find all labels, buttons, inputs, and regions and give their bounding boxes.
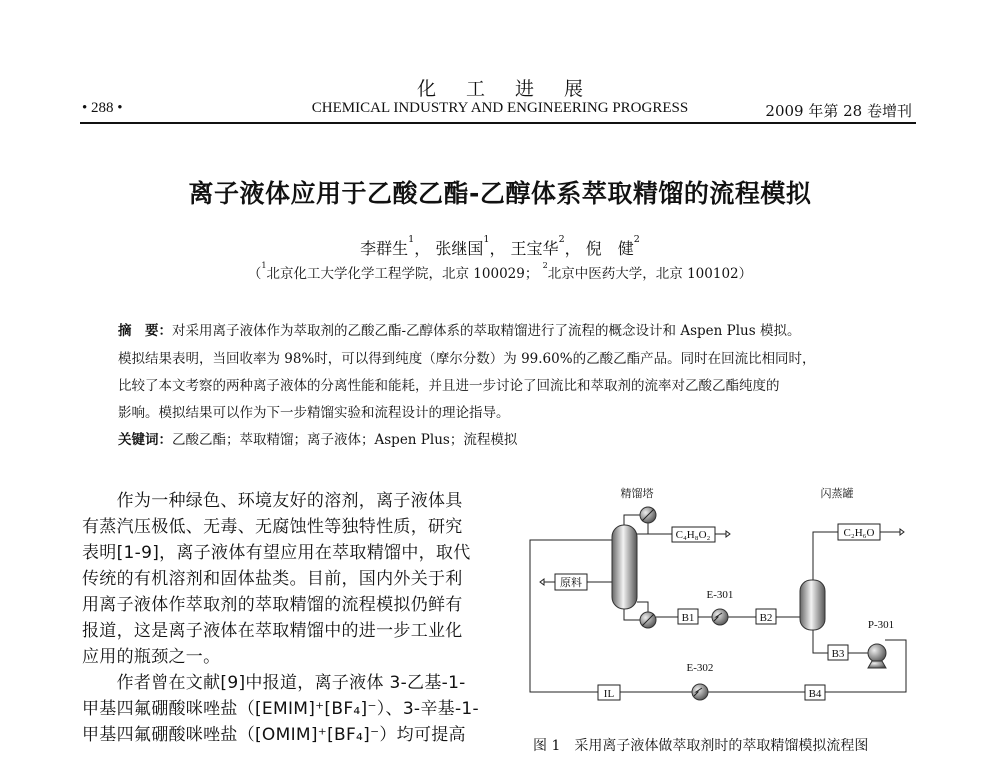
abstract-label: 摘 要： <box>118 323 172 339</box>
abstract-text: 对采用离子液体作为萃取剂的乙酸乙酯-乙醇体系的萃取精馏进行了流程的概念设计和 Aspen Plus 模拟。 <box>172 323 801 339</box>
affiliation-number: 2 <box>542 260 548 270</box>
process-flow-diagram <box>500 470 920 760</box>
heat-exchanger-e302-icon <box>692 684 708 700</box>
keywords: 乙酸乙酯；萃取精馏；离子液体；Aspen Plus；流程模拟 <box>172 432 518 448</box>
column-label: 精馏塔 <box>620 488 654 500</box>
author: 李群生 <box>360 239 409 258</box>
author-affiliation-mark: 2 <box>558 234 565 245</box>
stream-b2: B2 <box>759 612 773 624</box>
stream-feed: 原料 <box>560 577 582 589</box>
affiliation: 北京中医药大学，北京 100102） <box>547 266 753 282</box>
figure-caption: 图 1 采用离子液体做萃取剂时的萃取精馏模拟流程图 <box>533 738 869 754</box>
page-number: • 288 • <box>82 100 123 116</box>
header-rule <box>80 122 916 124</box>
author-affiliation-mark: 1 <box>483 234 490 245</box>
pump-p301-icon <box>868 644 886 662</box>
body-line: 作为一种绿色、环境友好的溶剂，离子液体具 <box>82 491 463 511</box>
body-line: 用离子液体作萃取剂的萃取精馏的流程模拟仍鲜有 <box>82 595 463 615</box>
author: 王宝华 <box>510 239 559 258</box>
body-line: 表明[1-9]，离子液体有望应用在萃取精馏中，取代 <box>82 543 471 563</box>
affiliation-number: 1 <box>261 260 267 270</box>
e302-label: E-302 <box>686 662 714 674</box>
vapor-outlet-icon <box>900 529 904 535</box>
affiliation: 北京化工大学化学工程学院，北京 100029； <box>266 266 539 282</box>
body-line: 传统的有机溶剂和固体盐类。目前，国内外关于利 <box>82 569 463 589</box>
author-affiliation-mark: 1 <box>408 234 415 245</box>
body-line: 甲基四氟硼酸咪唑盐（[OMIM]⁺[BF₄]⁻）均可提高 <box>82 725 466 745</box>
flash-drum <box>800 580 825 630</box>
heat-exchanger-e301-icon <box>712 609 728 625</box>
stream-il: IL <box>603 688 615 700</box>
product-outlet-icon <box>726 531 730 537</box>
body-line: 有蒸汽压极低、无毒、无腐蚀性等独特性质，研究 <box>82 517 463 537</box>
keywords-line <box>118 428 517 448</box>
abstract-line: 比较了本文考察的两种离子液体的分离性能和能耗，并且进一步讨论了回流比和萃取剂的流率对乙酸乙酯纯度的 <box>118 378 780 394</box>
journal-title-en: CHEMICAL INDUSTRY AND ENGINEERING PROGRESS <box>311 100 689 116</box>
body-line: 应用的瓶颈之一。 <box>82 647 221 667</box>
body-line: 甲基四氟硼酸咪唑盐（[EMIM]⁺[BF₄]⁻）、3-辛基-1- <box>82 699 479 719</box>
e301-label: E-301 <box>706 589 734 601</box>
affiliations: （$^1$北京化工大学化学工程学院，北京 100029； $^2$北京中医药大学，北京 100102） <box>247 260 753 282</box>
article-title: 离子液体应用于乙酸乙酯-乙醇体系萃取精馏的流程模拟 <box>188 179 812 208</box>
body-line: 作者曾在文献[9]中报道，离子液体 3-乙基-1- <box>82 673 466 693</box>
author: 倪 健 <box>585 239 634 258</box>
stream-b1: B1 <box>681 612 695 624</box>
issue-info: 2009 年第 28 卷增刊 <box>765 102 912 120</box>
stream-lines <box>530 515 906 692</box>
stream-b4: B4 <box>808 688 822 700</box>
author-list: 李群生$^1$， 张继国$^1$， 王宝华$^2$， 倪 健$^2$ <box>360 234 640 258</box>
author: 张继国 <box>435 239 484 258</box>
flash-label: 闪蒸罐 <box>820 488 854 500</box>
abstract-line: 影响。模拟结果可以作为下一步精馏实验和流程设计的理论指导。 <box>118 405 510 421</box>
p301-label: P-301 <box>867 619 895 631</box>
author-affiliation-mark: 2 <box>633 234 640 245</box>
journal-title-cn: 化工进展 <box>416 78 613 100</box>
body-line: 报道，这是离子液体在萃取精馏中的进一步工业化 <box>82 621 463 641</box>
distillation-column <box>612 525 637 609</box>
abstract-line: 模拟结果表明，当回收率为 98%时，可以得到纯度（摩尔分数）为 99.60%的乙酸乙酯产品。同时在回流比相同时， <box>118 351 816 367</box>
pump-base <box>868 661 886 668</box>
keywords-label: 关键词： <box>118 432 172 448</box>
stream-c4h8o2: C₄H₈O₂ <box>675 529 711 541</box>
stream-c2h6o: C₂H₆O <box>843 527 875 539</box>
stream-b3: B3 <box>831 648 845 660</box>
feed-inlet-icon <box>540 579 544 585</box>
abstract-line <box>118 319 800 339</box>
